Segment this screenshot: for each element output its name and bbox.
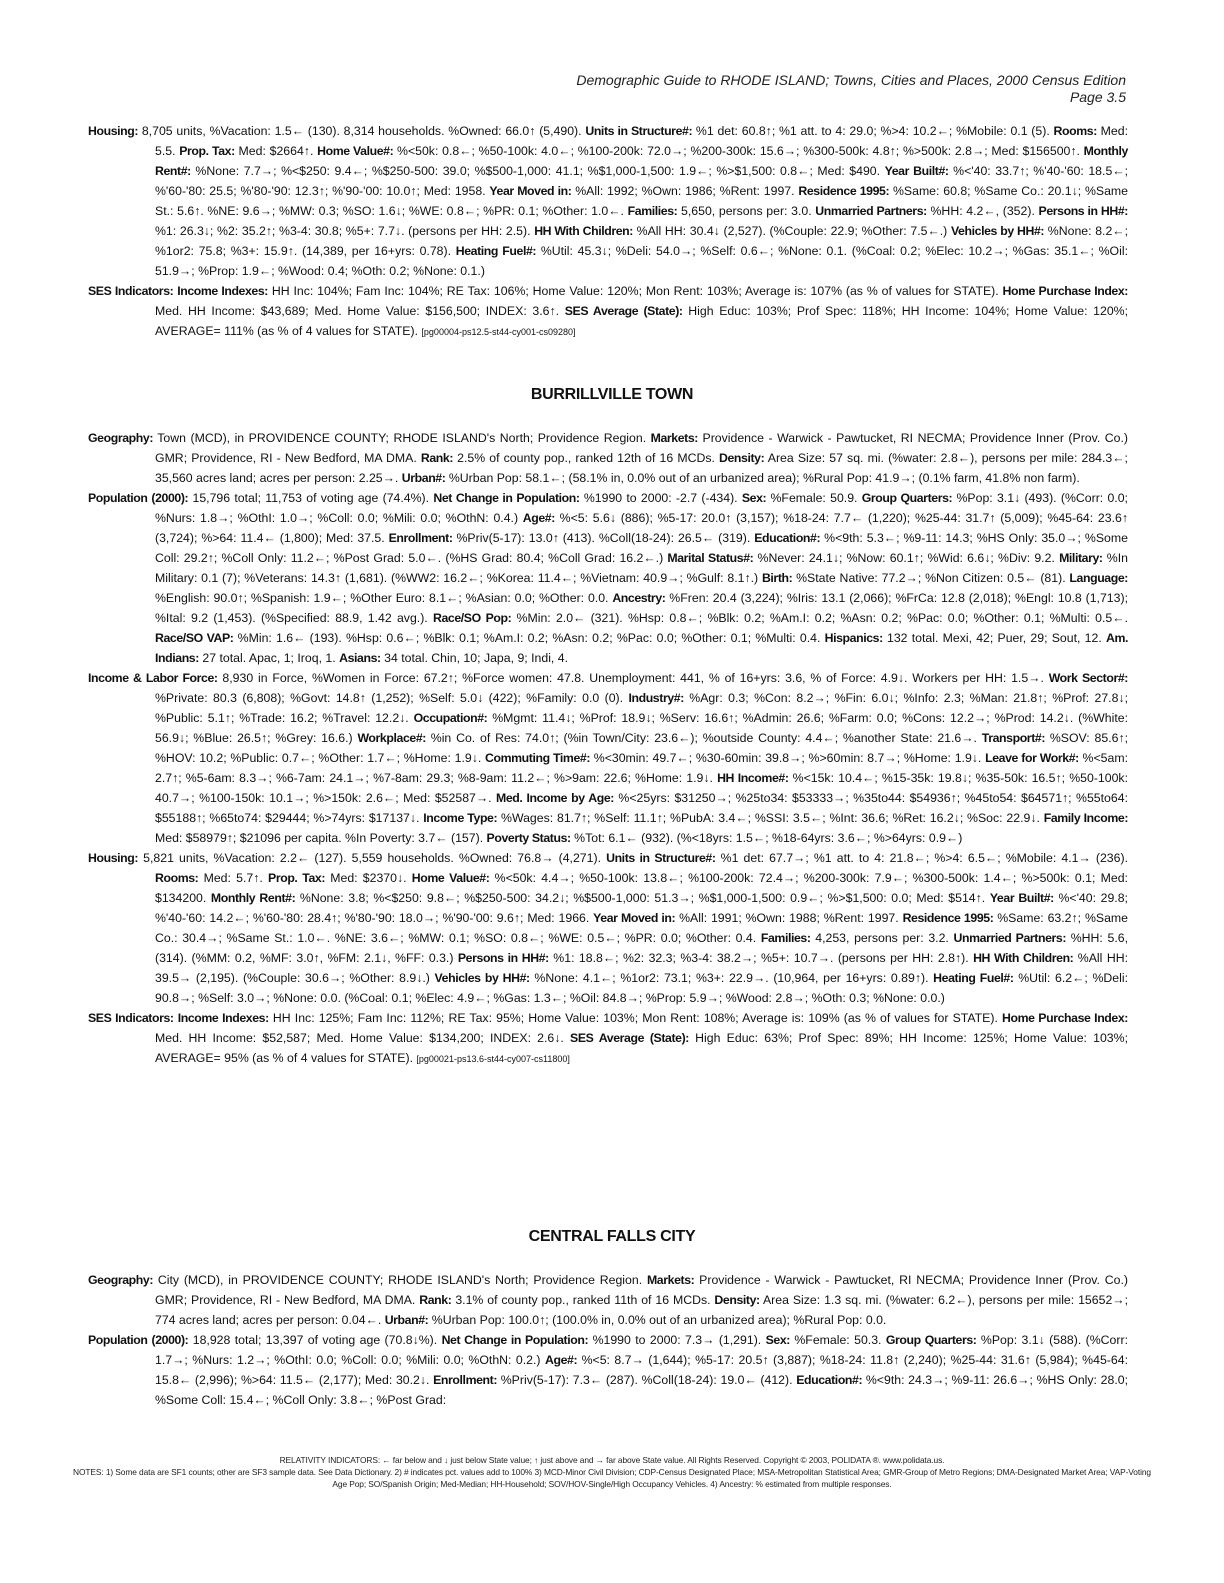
field-values: %Urban Pop: 100.0↑; (100.0% in, 0.0% out of an urbanized area); %Rural Pop: 0.0.: [428, 1313, 887, 1327]
entry-ses-indicators: [88, 1008, 1128, 1069]
field-label: Rank:: [419, 1293, 452, 1307]
field-values: 2.5% of county pop., ranked 12th of 16 MCDs.: [453, 451, 719, 465]
field-label: Education#:: [754, 531, 821, 545]
field-label: SES Average (State):: [564, 304, 683, 318]
field-label: Education#:: [796, 1373, 863, 1387]
field-label: Group Quarters:: [885, 1333, 977, 1347]
field-label: Income Type:: [423, 811, 498, 825]
field-values: Med: 5.7↑.: [198, 871, 269, 885]
field-values: HH Inc: 125%; Fam Inc: 112%; RE Tax: 95%; Home Value: 103%; Mon Rent: 108%; Average is: 109% (as % of values for STATE).: [268, 1011, 1002, 1025]
field-label: Vehicles by HH#:: [950, 224, 1045, 238]
field-label: Heating Fuel#:: [933, 971, 1014, 985]
field-label: Urban#:: [401, 471, 446, 485]
field-values: Med: $2370↓.: [325, 871, 412, 885]
entry-population-2000: [88, 1330, 1128, 1410]
field-values: %1990 to 2000: 7.3→ (1,291).: [588, 1333, 766, 1347]
field-values: %1 det: 67.7→; %1 att. to 4: 21.8←; %>4: 6.5←; %Mobile: 4.1→ (236).: [715, 851, 1128, 865]
field-values: %1: 18.8←; %2: 32.3; %3-4: 38.2→; %5+: 10.7→. (persons per HH: 2.8↑).: [548, 951, 974, 965]
field-values: %Female: 50.3.: [789, 1333, 886, 1347]
entry-label: Geography:: [88, 431, 154, 445]
field-label: Persons in HH#:: [457, 951, 549, 965]
section-title-burrillville: BURRILLVILLE TOWN: [530, 386, 694, 403]
field-label: Net Change in Population:: [441, 1333, 589, 1347]
field-label: Income Indexes:: [177, 284, 269, 298]
field-values: %All HH: 30.4↓ (2,527). (%Couple: 22.9; %Other: 7.5←.): [632, 224, 951, 238]
section-providence-continued: [88, 121, 1128, 342]
field-label: Units in Structure#:: [606, 851, 716, 865]
field-label: Family Income:: [1043, 811, 1129, 825]
field-values: Med: $58979↑; $21096 per capita. %In Poverty: 3.7← (157).: [155, 831, 487, 845]
field-values: Town (MCD), in PROVIDENCE COUNTY; RHODE ISLAND's North; Providence Region.: [153, 431, 651, 445]
entry-geography: [88, 1270, 1128, 1330]
field-label: HH Income#:: [717, 771, 789, 785]
field-label: Unmarried Partners:: [815, 204, 927, 218]
entry-label: Population (2000):: [88, 1333, 189, 1347]
field-label: Home Purchase Index:: [1002, 1011, 1128, 1025]
page-footer: [70, 1454, 1154, 1490]
field-label: Prop. Tax:: [268, 871, 326, 885]
field-label: Year Moved in:: [489, 184, 572, 198]
field-values: Med: $2664↑.: [234, 144, 318, 158]
field-values: %Min: 2.0← (321). %Hsp: 0.8←; %Blk: 0.2; %Am.I: 0.2; %Asn: 0.2; %Pac: 0.0; %Other: 0.1; %Multi: 0.5←.: [511, 611, 1128, 625]
field-values: 15,796 total; 11,753 of voting age (74.4%).: [188, 491, 434, 505]
field-label: Med. Income by Age:: [496, 791, 614, 805]
field-label: Home Value#:: [317, 144, 394, 158]
field-label: Prop. Tax:: [179, 144, 235, 158]
field-values: %None: 4.1←; %1or2: 73.1; %3+: 22.9→. (10,964, per 16+yrs: 0.89↑).: [529, 971, 934, 985]
running-header: [576, 72, 1126, 106]
field-values: %Female: 50.9.: [766, 491, 862, 505]
footnotes: NOTES: 1) Some data are SF1 counts; other are SF3 sample data. See Data Dictionary. 2) # indicates pct. values add to 100% 3) MCD-Minor Civil Division; CDP-Census Designated Place; MSA-Metropolitan Statistical Area; GMR-Group of Metro Regions; DMA-Designated Market Area; VAP-Voting Age Pop; SO/Spanish Origin; Med-Median; HH-Household; SOV/HOV-Single/High Occupancy Vehicles. 4) Ancestry: % estimated from multiple responses.: [73, 1467, 1151, 1489]
field-values: Area Size: 57 sq. mi. (%water: 2.8←), persons per mile: 284.3←; 35,560 acres land; acres per person: 2.25→.: [155, 451, 1128, 485]
field-label: Group Quarters:: [861, 491, 953, 505]
field-values: %1 det: 60.8↑; %1 att. to 4: 29.0; %>4: 10.2←; %Mobile: 0.1 (5).: [692, 124, 1054, 138]
entry-label: SES Indicators:: [88, 284, 174, 298]
field-values: %In Military: 0.1 (7); %Veterans: 14.3↑ (1,681). (%WW2: 16.2←; %Korea: 11.4←; %Vietnam: 40.9→; %Gulf: 8.1↑.): [155, 551, 1128, 585]
field-values: %Tot: 6.1← (932). (%<18yrs: 1.5←; %18-64yrs: 3.6←; %>64yrs: 0.9←): [570, 831, 963, 845]
entry-housing: [88, 848, 1128, 1008]
entry-label: Population (2000):: [88, 491, 189, 505]
field-values: %English: 90.0↑; %Spanish: 1.9←; %Other Euro: 8.1←; %Asian: 0.0; %Other: 0.0.: [155, 591, 613, 605]
field-label: Year Moved in:: [593, 911, 676, 925]
field-label: Leave for Work#:: [985, 751, 1079, 765]
field-values: %HH: 4.2←, (352).: [926, 204, 1039, 218]
field-label: Industry#:: [628, 691, 684, 705]
field-values: Med: 5.5.: [155, 124, 1128, 158]
field-values: %<9th: 24.3→; %9-11: 26.6→; %HS Only: 28.0; %Some Coll: 15.4←; %Coll Only: 3.8←; %Post Grad:: [155, 1373, 1128, 1407]
field-values: %<25yrs: $31250→; %25to34: $53333→; %35to44: $54936↑; %45to54: $64571↑; %55to64: $55188↑; %65to74: $29444; %>74yrs: $17137↓.: [155, 791, 1128, 825]
field-values: 4,253, persons per: 3.2.: [810, 931, 954, 945]
field-values: %Pop: 3.1↓ (588). (%Corr: 1.7→; %Nurs: 1.2→; %OthI: 0.0; %Coll: 0.0; %Mili: 0.0; %OthN: 0.2.): [155, 1333, 1129, 1367]
entry-ses-indicators: [88, 281, 1128, 342]
field-label: Marital Status#:: [667, 551, 754, 565]
field-values: %None: 7.7→; %<$250: 9.4←; %$250-500: 39.0; %$500-1,000: 41.1; %$1,000-1,500: 1.9←; %>$1,500: 0.8←; Med: $490.: [190, 164, 885, 178]
guide-title: Demographic Guide to RHODE ISLAND; Towns, Cities and Places, 2000 Census Edition: [576, 72, 1126, 88]
field-label: Race/SO VAP:: [155, 631, 234, 645]
page-number: Page 3.5: [1069, 89, 1126, 105]
field-label: Transport#:: [981, 731, 1046, 745]
field-values: 8,930 in Force, %Women in Force: 67.2↑; %Force women: 47.8. Unemployment: 441, % of 16+yrs: 3.6, % of Force: 4.9↓. Workers per HH: 1.5→.: [217, 671, 1049, 685]
field-label: Persons in HH#:: [1038, 204, 1128, 218]
field-values: %Wages: 81.7↑; %Self: 11.1↑; %PubA: 3.4←; %SSI: 3.5←; %Int: 36.6; %Ret: 16.2↓; %Soc: 22.9↓.: [497, 811, 1044, 825]
field-values: 27 total. Apac, 1; Iroq, 1.: [198, 651, 340, 665]
field-values: High Educ: 103%; Prof Spec: 118%; HH Income: 104%; Home Value: 120%; AVERAGE= 111% (as % of 4 values for STATE).: [155, 304, 1129, 338]
field-label: Income Indexes:: [177, 1011, 269, 1025]
field-values: High Educ: 63%; Prof Spec: 89%; HH Income: 125%; Home Value: 103%; AVERAGE= 95% (as % of 4 values for STATE).: [155, 1031, 1128, 1065]
field-label: Rooms:: [1053, 124, 1097, 138]
field-label: Occupation#:: [413, 711, 488, 725]
field-label: SES Average (State):: [570, 1031, 689, 1045]
field-values: %<9th: 5.3←; %9-11: 14.3; %HS Only: 35.0→; %Some Coll: 29.2↑; %Coll Only: 11.2←; %Post Grad: 5.0←. (%HS Grad: 80.4; %Coll Grad: 16.2←.): [155, 531, 1128, 565]
field-values: %1: 26.3↓; %2: 35.2↑; %3-4: 30.8; %5+: 7.7↓. (persons per HH: 2.5).: [155, 224, 535, 238]
field-values: %<15k: 10.4←; %15-35k: 19.8↓; %35-50k: 16.5↑; %50-100k: 40.7→; %100-150k: 10.1→; %>150k: 2.6←; Med: $52587→.: [155, 771, 1128, 805]
field-label: Markets:: [650, 431, 698, 445]
field-label: Sex:: [765, 1333, 790, 1347]
field-label: Commuting Time#:: [485, 751, 591, 765]
field-values: %Urban Pop: 58.1←; (58.1% in, 0.0% out of an urbanized area); %Rural Pop: 41.9→; (0.1% farm, 41.8% non farm).: [445, 471, 1080, 485]
field-label: Enrollment:: [433, 1373, 498, 1387]
field-values: %1990 to 2000: -2.7 (-434).: [579, 491, 742, 505]
field-label: Age#:: [544, 1353, 578, 1367]
field-values: %State Native: 77.2→; %Non Citizen: 0.5← (81).: [792, 571, 1070, 585]
field-values: %Util: 6.2←; %Deli: 90.8→; %Self: 3.0→; %None: 0.0. (%Coal: 0.1; %Elec: 4.9←; %Gas: 1.3←; %Oil: 84.8→; %Prop: 5.9→; %Wood: 2.8→; %Oth: 0.3; %None: 0.0.): [155, 971, 1129, 1005]
field-values: Area Size: 1.3 sq. mi. (%water: 6.2←), persons per mile: 15652→; 774 acres land; acres per person: 0.04←.: [155, 1293, 1128, 1327]
field-values: %<30min: 49.7←; %30-60min: 39.8→; %>60min: 8.7→; %Home: 1.9↓.: [590, 751, 986, 765]
field-label: Residence 1995:: [798, 184, 890, 198]
field-values: %All HH: 39.5→ (2,195). (%Couple: 30.6→; %Other: 8.9↓.): [155, 951, 1128, 985]
field-values: %Same: 60.8; %Same Co.: 20.1↓; %Same St.: 5.6↑. %NE: 9.6→; %MW: 0.3; %SO: 1.6↓; %WE: 0.8←; %PR: 0.1; %Other: 1.0←.: [155, 184, 1128, 218]
field-values: %Util: 45.3↓; %Deli: 54.0→; %Self: 0.6←; %None: 0.1. (%Coal: 0.2; %Elec: 10.2→; %Gas: 35.1←; %Oil: 51.9→; %Prop: 1.9←; %Wood: 0.4; %Oth: 0.2; %None: 0.1.): [155, 244, 1128, 278]
field-values: 18,928 total; 13,397 of voting age (70.8↓%).: [188, 1333, 442, 1347]
field-values: %Agr: 0.3; %Con: 8.2→; %Fin: 6.0↓; %Info: 2.3; %Man: 21.8↑; %Prof: 27.8↓; %Public: 5.1↑; %Trade: 16.2; %Travel: 12.2↓.: [155, 691, 1128, 725]
field-label: Year Built#:: [884, 164, 949, 178]
field-label: Enrollment:: [388, 531, 453, 545]
field-values: Med. HH Income: $43,689; Med. Home Value: $156,500; INDEX: 3.6↑.: [155, 304, 565, 318]
field-values: 3.1% of county pop., ranked 11th of 16 MCDs.: [451, 1293, 715, 1307]
relativity-indicators: RELATIVITY INDICATORS: ← far below and ↓ just below State value; ↑ just above and → far above State value. All Rights Reserved. Copyright © 2003, POLIDATA ®. www.polidata.us.: [279, 1455, 945, 1465]
field-label: Ancestry:: [612, 591, 666, 605]
field-label: Workplace#:: [357, 731, 426, 745]
field-values: %Mgmt: 11.4↓; %Prof: 18.9↓; %Serv: 16.6↑; %Admin: 26.6; %Farm: 0.0; %Cons: 12.2→; %Prod: 14.2↓. (%White: 56.9↓; %Blue: 26.5↑; %Grey: 16.6.): [155, 711, 1128, 745]
field-label: Asians:: [339, 651, 381, 665]
field-values: 5,650, persons per: 3.0.: [677, 204, 816, 218]
field-label: HH With Children:: [534, 224, 633, 238]
field-values: %Fren: 20.4 (3,224); %Iris: 13.1 (2,066); %FrCa: 12.8 (2,018); %Engl: 10.8 (1,713); %Ital: 9.2 (1,453). (%Specified: 88.9, 1.42 avg.).: [155, 591, 1128, 625]
field-values: 5,821 units, %Vacation: 2.2← (127). 5,559 households. %Owned: 76.8→ (4,271).: [138, 851, 607, 865]
field-label: Units in Structure#:: [585, 124, 693, 138]
field-label: Rooms:: [155, 871, 199, 885]
field-values: %SOV: 85.6↑; %HOV: 10.2; %Public: 0.7←; %Other: 1.7←; %Home: 1.9↓.: [155, 731, 1129, 765]
field-values: %Private: 80.3 (6,808); %Govt: 14.8↑ (1,252); %Self: 5.0↓ (422); %Family: 0.0 (0).: [155, 691, 629, 705]
entry-housing: [88, 121, 1128, 281]
entry-label: Geography:: [88, 1273, 154, 1287]
field-label: Density:: [714, 1293, 760, 1307]
field-label: Year Built#:: [989, 891, 1054, 905]
field-values: HH Inc: 104%; Fam Inc: 104%; RE Tax: 106%; Home Value: 120%; Mon Rent: 103%; Average is: 107% (as % of values for STATE).: [268, 284, 1003, 298]
field-label: Sex:: [741, 491, 767, 505]
field-values: %All: 1992; %Own: 1986; %Rent: 1997.: [571, 184, 799, 198]
field-label: Vehicles by HH#:: [434, 971, 530, 985]
field-values: Providence - Warwick - Pawtucket, RI NECMA; Providence Inner (Prov. Co.) GMR; Providence, RI - New Bedford, MA DMA.: [155, 1273, 1128, 1307]
field-label: Age#:: [522, 511, 555, 525]
field-values: %All: 1991; %Own: 1988; %Rent: 1997.: [675, 911, 903, 925]
field-values: 132 total. Mexi, 42; Puer, 29; Sout, 12.: [882, 631, 1106, 645]
entry-label: SES Indicators:: [88, 1011, 174, 1025]
field-label: Unmarried Partners:: [953, 931, 1067, 945]
field-values: %<50k: 0.8←; %50-100k: 4.0←; %100-200k: 72.0→; %200-300k: 15.6→; %300-500k: 4.8↑; %>500k: 2.8→; Med: $156500↑.: [393, 144, 1084, 158]
field-label: Families:: [627, 204, 678, 218]
section-title-central-falls: CENTRAL FALLS CITY: [528, 1228, 696, 1245]
field-label: Am. Indians:: [155, 631, 1128, 665]
field-label: Home Purchase Index:: [1002, 284, 1129, 298]
field-label: Monthly Rent#:: [210, 891, 296, 905]
entry-geography: [88, 428, 1128, 488]
entry-label: Housing:: [88, 851, 139, 865]
field-label: Density:: [719, 451, 765, 465]
entry-population-2000: [88, 488, 1128, 668]
page-code: [pg00004-ps12.5-st44-cy001-cs09280]: [421, 327, 576, 337]
field-values: %None: 3.8; %<$250: 9.8←; %$250-500: 34.2↓; %$500-1,000: 51.3→; %$1,000-1,500: 0.9←; %>$1,500: 0.0; Med: $514↑.: [295, 891, 990, 905]
field-values: 34 total. Chin, 10; Japa, 9; Indi, 4.: [380, 651, 569, 665]
field-label: Rank:: [420, 451, 454, 465]
field-values: %<50k: 4.4→; %50-100k: 13.8←; %100-200k: 72.4→; %200-300k: 7.9←; %300-500k: 1.4←; %>500k: 0.1; Med: $134200.: [155, 871, 1128, 905]
field-values: %<'40: 29.8; %'40-'60: 14.2←; %'60-'80: 28.4↑; %'80-'90: 18.0→; %'90-'00: 9.6↑; Med: 1966.: [155, 891, 1128, 925]
field-label: Urban#:: [384, 1313, 429, 1327]
section-central-falls: [88, 1270, 1128, 1410]
field-label: Language:: [1069, 571, 1128, 585]
field-label: Families:: [760, 931, 811, 945]
page-code: [pg00021-ps13.6-st44-cy007-cs11800]: [416, 1054, 570, 1064]
field-values: %Pop: 3.1↓ (493). (%Corr: 0.0; %Nurs: 1.8→; %OthI: 1.0→; %Coll: 0.0; %Mili: 0.0; %OthN: 0.4.): [155, 491, 1128, 525]
field-label: Poverty Status:: [486, 831, 571, 845]
field-values: %<5: 5.6↓ (886); %5-17: 20.0↑ (3,157); %18-24: 7.7← (1,220); %25-44: 31.7↑ (5,009); %45-64: 23.6↑ (3,724); %>64: 11.4← (1,800); Med: 37.5.: [155, 511, 1128, 545]
field-label: Home Value#:: [411, 871, 490, 885]
entry-label: Income & Labor Force:: [88, 671, 218, 685]
field-values: %<5am: 2.7↑; %5-6am: 8.3→; %6-7am: 24.1→; %7-8am: 29.3; %8-9am: 11.2←; %>9am: 22.6; %Home: 1.9↓.: [155, 751, 1128, 785]
field-values: %<'40: 33.7↑; %'40-'60: 18.5←; %'60-'80: 25.5; %'80-'90: 12.3↑; %'90-'00: 10.0↑; Med: 1958.: [155, 164, 1128, 198]
field-label: Race/SO Pop:: [432, 611, 512, 625]
field-values: %Min: 1.6← (193). %Hsp: 0.6←; %Blk: 0.1; %Am.I: 0.2; %Asn: 0.2; %Pac: 0.0; %Other: 0.1; %Multi: 0.4.: [233, 631, 825, 645]
field-values: %None: 8.2←; %1or2: 75.8; %3+: 15.9↑. (14,389, per 16+yrs: 0.78).: [155, 224, 1129, 258]
field-label: Markets:: [646, 1273, 695, 1287]
field-label: HH With Children:: [973, 951, 1074, 965]
section-burrillville: [88, 428, 1128, 1069]
field-values: Med. HH Income: $52,587; Med. Home Value: $134,200; INDEX: 2.6↓.: [155, 1031, 571, 1045]
entry-label: Housing:: [88, 124, 139, 138]
field-label: Military:: [1059, 551, 1103, 565]
field-label: Monthly Rent#:: [155, 144, 1128, 178]
field-values: %Priv(5-17): 13.0↑ (413). %Coll(18-24): 26.5← (319).: [452, 531, 755, 545]
field-values: 8,705 units, %Vacation: 1.5← (130). 8,314 households. %Owned: 66.0↑ (5,490).: [138, 124, 586, 138]
field-label: Birth:: [761, 571, 793, 585]
field-values: %in Co. of Res: 74.0↑; (%in Town/City: 23.6←); %outside County: 4.4←; %another State: 21.6→.: [425, 731, 982, 745]
field-label: Net Change in Population:: [433, 491, 580, 505]
field-values: %Never: 24.1↓; %Now: 60.1↑; %Wid: 6.6↓; %Div: 9.2.: [753, 551, 1060, 565]
entry-income-labor-force: [88, 668, 1128, 848]
field-label: Hispanics:: [824, 631, 883, 645]
field-values: Providence - Warwick - Pawtucket, RI NECMA; Providence Inner (Prov. Co.) GMR; Providence, RI - New Bedford, MA DMA.: [155, 431, 1129, 465]
field-values: %<5: 8.7→ (1,644); %5-17: 20.5↑ (3,887); %18-24: 11.8↑ (2,240); %25-44: 31.6↑ (5,984); %45-64: 15.8← (2,996); %>64: 11.5← (2,177); Med: 30.2↓.: [155, 1353, 1128, 1387]
field-label: Heating Fuel#:: [455, 244, 537, 258]
field-label: Residence 1995:: [902, 911, 994, 925]
field-values: %Priv(5-17): 7.3← (287). %Coll(18-24): 19.0← (412).: [497, 1373, 797, 1387]
field-values: %Same: 63.2↑; %Same Co.: 30.4→; %Same St.: 1.0←. %NE: 3.6←; %MW: 0.1; %SO: 0.8←; %WE: 0.5←; %PR: 0.0; %Other: 0.4.: [155, 911, 1128, 945]
field-values: %HH: 5.6, (314). (%MM: 0.2, %MF: 3.0↑, %FM: 2.1↓, %FF: 0.3.): [155, 931, 1128, 965]
field-values: City (MCD), in PROVIDENCE COUNTY; RHODE ISLAND's North; Providence Region.: [153, 1273, 647, 1287]
field-label: Work Sector#:: [1048, 671, 1128, 685]
